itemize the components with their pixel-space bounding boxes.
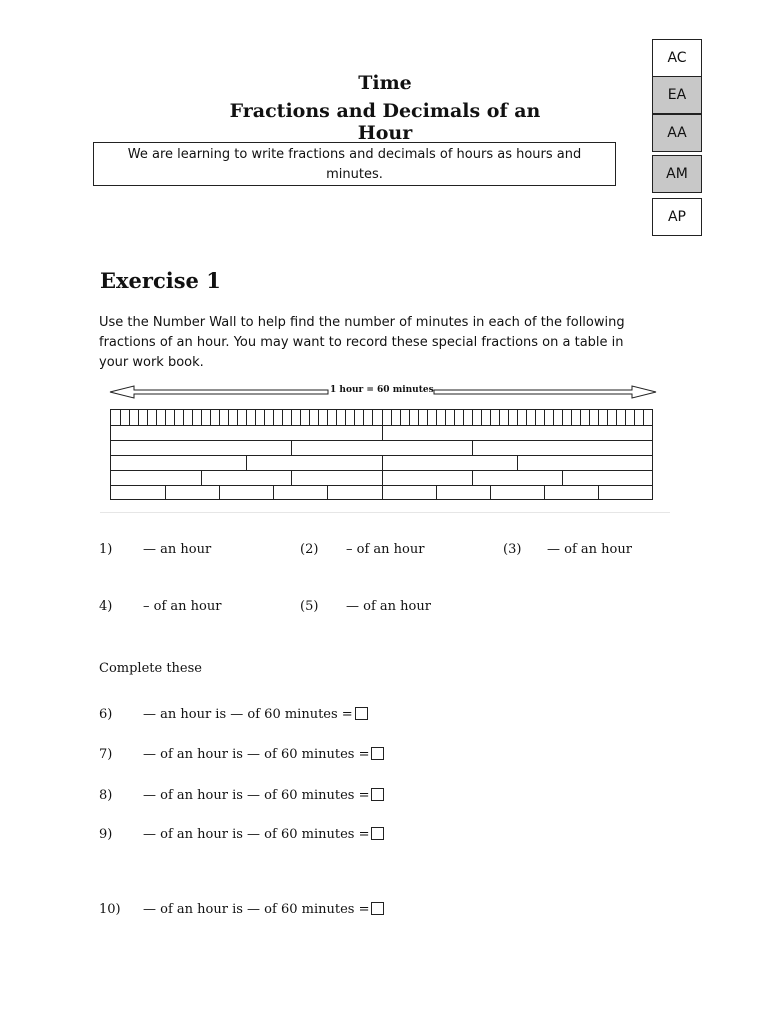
left-arrow-icon bbox=[110, 386, 328, 398]
question-1-text: — an hour bbox=[143, 542, 212, 557]
wall-divider bbox=[472, 471, 473, 485]
answer-box[interactable] bbox=[371, 902, 384, 915]
wall-divider bbox=[517, 410, 518, 425]
page-title-line2: Fractions and Decimals of an Hour bbox=[229, 100, 541, 144]
wall-divider bbox=[372, 410, 373, 425]
wall-divider bbox=[165, 410, 166, 425]
learning-intention-box: We are learning to write fractions and decimals of hours as hours and minutes. bbox=[93, 142, 616, 186]
wall-divider bbox=[508, 410, 509, 425]
wall-divider bbox=[526, 410, 527, 425]
wall-row-3 bbox=[110, 440, 653, 455]
question-8-number: 8) bbox=[99, 788, 113, 803]
wall-divider bbox=[273, 486, 274, 499]
answer-box[interactable] bbox=[371, 788, 384, 801]
wall-divider bbox=[147, 410, 148, 425]
wall-divider bbox=[382, 456, 383, 470]
wall-divider bbox=[327, 410, 328, 425]
divider bbox=[100, 512, 670, 513]
wall-divider bbox=[282, 410, 283, 425]
wall-divider bbox=[291, 441, 292, 455]
wall-divider bbox=[382, 471, 383, 485]
wall-divider bbox=[409, 410, 410, 425]
wall-divider bbox=[237, 410, 238, 425]
question-10-label: — of an hour is — of 60 minutes = bbox=[143, 902, 370, 917]
wall-divider bbox=[183, 410, 184, 425]
wall-divider bbox=[454, 410, 455, 425]
right-arrow-icon bbox=[434, 386, 656, 398]
wall-divider bbox=[418, 410, 419, 425]
wall-divider bbox=[562, 410, 563, 425]
wall-divider bbox=[535, 410, 536, 425]
wall-divider bbox=[616, 410, 617, 425]
wall-divider bbox=[318, 410, 319, 425]
wall-divider bbox=[382, 426, 383, 440]
wall-divider bbox=[463, 410, 464, 425]
question-7-label: — of an hour is — of 60 minutes = bbox=[143, 747, 370, 762]
question-9-label: — of an hour is — of 60 minutes = bbox=[143, 827, 370, 842]
wall-divider bbox=[354, 410, 355, 425]
wall-divider bbox=[120, 410, 121, 425]
question-3-text: — of an hour bbox=[547, 542, 632, 557]
question-6-text bbox=[143, 707, 368, 722]
wall-divider bbox=[165, 486, 166, 499]
wall-divider bbox=[382, 410, 383, 425]
question-8-text bbox=[143, 788, 384, 803]
question-6-number: 6) bbox=[99, 707, 113, 722]
wall-divider bbox=[327, 486, 328, 499]
wall-divider bbox=[156, 410, 157, 425]
wall-row-6 bbox=[110, 470, 653, 485]
wall-divider bbox=[228, 410, 229, 425]
question-5-text: — of an hour bbox=[346, 599, 431, 614]
wall-divider bbox=[291, 410, 292, 425]
wall-divider bbox=[544, 486, 545, 499]
question-7-text bbox=[143, 747, 384, 762]
wall-divider bbox=[129, 410, 130, 425]
wall-divider bbox=[472, 441, 473, 455]
wall-divider bbox=[300, 410, 301, 425]
wall-divider bbox=[273, 410, 274, 425]
wall-divider bbox=[643, 410, 644, 425]
question-1-number: 1) bbox=[99, 542, 113, 557]
number-wall bbox=[110, 409, 653, 500]
wall-divider bbox=[391, 410, 392, 425]
grade-box-am: AM bbox=[652, 155, 702, 193]
wall-divider bbox=[436, 486, 437, 499]
wall-divider bbox=[174, 410, 175, 425]
page-title-line1: Time bbox=[358, 72, 412, 94]
question-4-text: – of an hour bbox=[143, 599, 222, 614]
grade-box-ac: AC bbox=[652, 39, 702, 77]
wall-divider bbox=[400, 410, 401, 425]
wall-divider bbox=[246, 410, 247, 425]
wall-row-60 bbox=[110, 409, 653, 425]
wall-divider bbox=[336, 410, 337, 425]
wall-divider bbox=[445, 410, 446, 425]
wall-divider bbox=[490, 410, 491, 425]
question-5-number: (5) bbox=[300, 599, 319, 614]
wall-divider bbox=[363, 410, 364, 425]
wall-divider bbox=[571, 410, 572, 425]
wall-divider bbox=[598, 486, 599, 499]
wall-divider bbox=[138, 410, 139, 425]
question-7-number: 7) bbox=[99, 747, 113, 762]
wall-divider bbox=[219, 486, 220, 499]
grade-box-ap: AP bbox=[652, 198, 702, 236]
answer-box[interactable] bbox=[355, 707, 368, 720]
wall-divider bbox=[345, 410, 346, 425]
wall-divider bbox=[201, 410, 202, 425]
arrow-label: 1 hour = 60 minutes bbox=[330, 385, 434, 395]
wall-divider bbox=[219, 410, 220, 425]
question-10-number: 10) bbox=[99, 902, 121, 917]
wall-divider bbox=[382, 486, 383, 499]
wall-divider bbox=[192, 410, 193, 425]
wall-divider bbox=[580, 410, 581, 425]
question-2-number: (2) bbox=[300, 542, 319, 557]
question-9-number: 9) bbox=[99, 827, 113, 842]
wall-divider bbox=[499, 410, 500, 425]
wall-divider bbox=[517, 456, 518, 470]
wall-divider bbox=[264, 410, 265, 425]
question-9-text bbox=[143, 827, 384, 842]
wall-divider bbox=[291, 471, 292, 485]
question-10-text bbox=[143, 902, 384, 917]
wall-row-4 bbox=[110, 455, 653, 470]
wall-divider bbox=[427, 410, 428, 425]
question-2-text: – of an hour bbox=[346, 542, 425, 557]
wall-divider bbox=[598, 410, 599, 425]
answer-box[interactable] bbox=[371, 827, 384, 840]
question-8-label: — of an hour is — of 60 minutes = bbox=[143, 788, 370, 803]
wall-divider bbox=[210, 410, 211, 425]
wall-row-2 bbox=[110, 425, 653, 440]
grade-box-ea: EA bbox=[652, 76, 702, 114]
wall-divider bbox=[201, 471, 202, 485]
answer-box[interactable] bbox=[371, 747, 384, 760]
wall-divider bbox=[246, 456, 247, 470]
wall-divider bbox=[472, 410, 473, 425]
question-4-number: 4) bbox=[99, 599, 113, 614]
wall-divider bbox=[634, 410, 635, 425]
wall-divider bbox=[436, 410, 437, 425]
exercise-instructions: Use the Number Wall to help find the number of minutes in each of the following fractions of an hour. You may want to record these special fractions on a table in your work book. bbox=[99, 315, 625, 370]
wall-divider bbox=[490, 486, 491, 499]
wall-divider bbox=[544, 410, 545, 425]
wall-divider bbox=[255, 410, 256, 425]
exercise-heading: Exercise 1 bbox=[100, 268, 221, 293]
wall-divider bbox=[625, 410, 626, 425]
wall-divider bbox=[607, 410, 608, 425]
wall-divider bbox=[309, 410, 310, 425]
wall-divider bbox=[562, 471, 563, 485]
grade-box-aa: AA bbox=[652, 114, 702, 152]
wall-divider bbox=[481, 410, 482, 425]
question-3-number: (3) bbox=[503, 542, 522, 557]
wall-divider bbox=[553, 410, 554, 425]
wall-row-10 bbox=[110, 485, 653, 500]
complete-these-heading: Complete these bbox=[99, 661, 202, 676]
question-6-label: — an hour is — of 60 minutes = bbox=[143, 707, 353, 722]
wall-divider bbox=[589, 410, 590, 425]
